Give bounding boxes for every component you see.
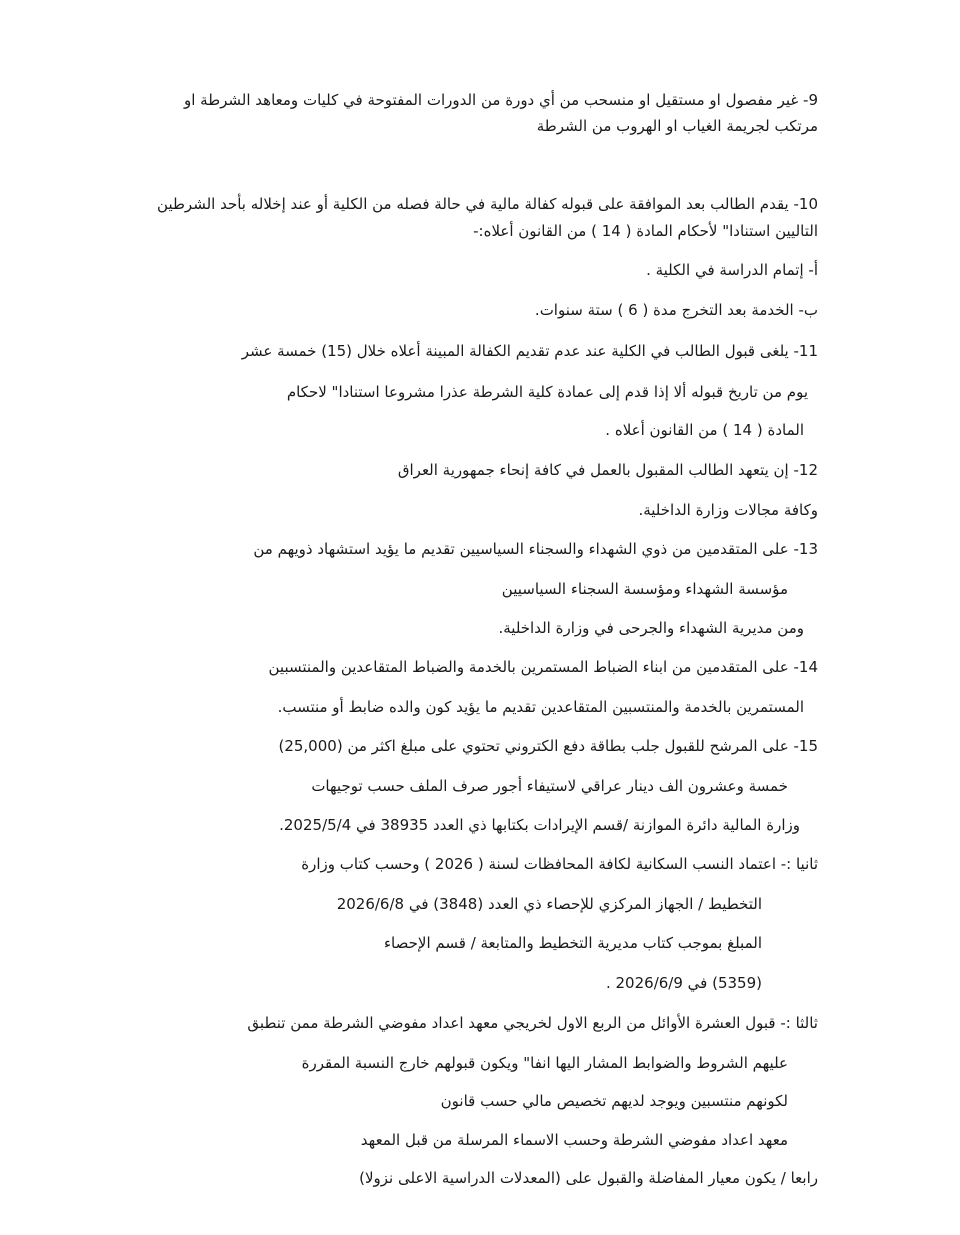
item-9-line-1: 9- غير مفصول او مستقيل او منسحب من أي دورة من الدورات المفتوحة في كليات ومعاهد الشرطة او: [183, 91, 818, 109]
third-line-4: معهد اعداد مفوضي الشرطة وحسب الاسماء المرسلة من قبل المعهد: [360, 1131, 788, 1149]
item-13-line-1: 13- على المتقدمين من ذوي الشهداء والسجناء السياسيين تقديم ما يؤيد استشهاد ذويهم من: [253, 540, 818, 558]
item-14-line-2: المستمرين بالخدمة والمنتسبين المتقاعدين تقديم ما يؤيد كون والده ضابط أو منتسب.: [277, 698, 804, 716]
item-13-line-2: مؤسسة الشهداء ومؤسسة السجناء السياسيين: [501, 580, 788, 598]
item-9-line-2: مرتكب لجريمة الغياب او الهروب من الشرطة: [536, 117, 818, 135]
item-15-line-1: 15- على المرشح للقبول جلب بطاقة دفع الكتروني تحتوي على مبلغ اكثر من (25,000): [278, 737, 818, 755]
third-line-2: عليهم الشروط والضوابط المشار اليها انفا" ويكون قبولهم خارج النسبة المقررة: [301, 1054, 788, 1072]
item-14-line-1: 14- على المتقدمين من ابناء الضباط المستمرين بالخدمة والضباط المتقاعدين والمنتسبين: [268, 658, 818, 676]
item-12-line-1: 12- إن يتعهد الطالب المقبول بالعمل في كافة إنحاء جمهورية العراق: [397, 461, 818, 479]
item-10-line-1: 10- يقدم الطالب بعد الموافقة على قبوله كفالة مالية في حالة فصله من الكلية أو عند إخلاله بأحد الشرطين: [157, 195, 818, 213]
item-11-line-2: يوم من تاريخ قبوله ألا إذا قدم إلى عمادة كلية الشرطة عذرا مشروعا استنادا" لاحكام: [286, 383, 808, 401]
item-11-line-3: المادة ( 14 ) من القانون أعلاه .: [605, 421, 804, 439]
item-10-sub-b: ب- الخدمة بعد التخرج مدة ( 6 ) ستة سنوات.: [534, 301, 818, 319]
item-11-line-1: 11- يلغى قبول الطالب في الكلية عند عدم تقديم الكفالة المبينة أعلاه خلال (15) خمسة عشر: [241, 342, 818, 360]
item-10-sub-a: أ- إتمام الدراسة في الكلية .: [646, 261, 818, 279]
item-13-line-3: ومن مديرية الشهداء والجرحى في وزارة الداخلية.: [498, 619, 804, 637]
third-line-1: ثالثا :- قبول العشرة الأوائل من الربع الاول لخريجي معهد اعداد مفوضي الشرطة ممن تنطبق: [247, 1014, 818, 1032]
second-line-4: (5359) في 2026/6/9 .: [605, 974, 762, 992]
item-10-line-2: التاليين استنادا" لأحكام المادة ( 14 ) من القانون أعلاه:-: [473, 222, 818, 240]
second-line-1: ثانيا :- اعتماد النسب السكانية لكافة المحافظات لسنة ( 2026 ) وحسب كتاب وزارة: [301, 855, 818, 873]
third-line-3: لكونهم منتسبين ويوجد لديهم تخصيص مالي حسب قانون: [440, 1092, 788, 1110]
item-15-line-3: وزارة المالية دائرة الموازنة /قسم الإيرادات بكتابها ذي العدد 38935 في 2025/5/4.: [279, 816, 800, 834]
second-line-3: المبلغ بموجب كتاب مديرية التخطيط والمتابعة / قسم الإحصاء: [384, 934, 762, 952]
second-line-2: التخطيط / الجهاز المركزي للإحصاء ذي العدد (3848) في 2026/6/8: [336, 895, 762, 913]
item-12-line-2: وكافة مجالات وزارة الداخلية.: [638, 501, 818, 519]
item-15-line-2: خمسة وعشرون الف دينار عراقي لاستيفاء أجور صرف الملف حسب توجيهات: [311, 777, 788, 795]
fourth-line-1: رابعا / يكون معيار المفاضلة والقبول على (المعدلات الدراسية الاعلى نزولا): [359, 1169, 818, 1187]
